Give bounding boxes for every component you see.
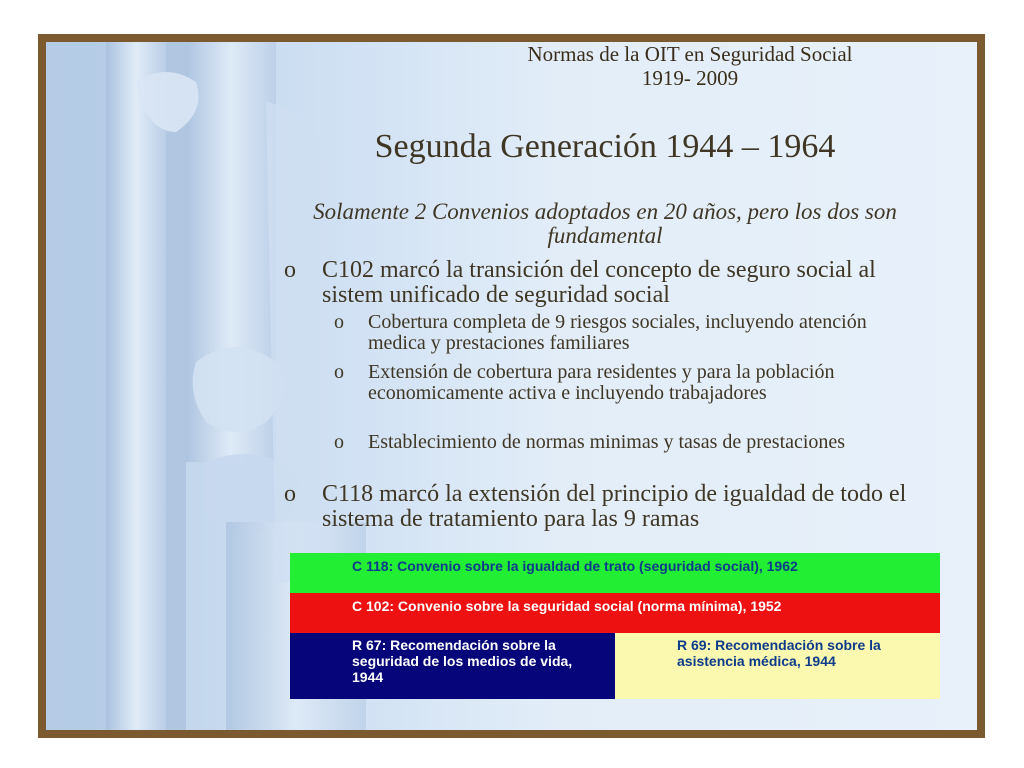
intro-text: Solamente 2 Convenios adoptados en 20 años, pero los dos son fundamental — [313, 199, 897, 248]
bullet-marker: o — [334, 311, 344, 333]
header-title: Normas de la OIT en Seguridad Social — [527, 42, 853, 66]
sub-bullet-extension — [334, 362, 894, 404]
bullet-marker: o — [334, 361, 344, 383]
box-r69-label: R 69: Recomendación sobre la asistencia médica, 1944 — [677, 637, 881, 669]
box-c102 — [290, 593, 940, 633]
bullet-marker: o — [284, 257, 296, 283]
bullet-text: Extensión de cobertura para residentes y para la población economicamente activa e incluyendo trabajadores — [368, 361, 835, 404]
bullet-c118 — [284, 482, 924, 532]
bullet-text: Establecimiento de normas minimas y tasas de prestaciones — [368, 431, 846, 453]
bullet-text: C118 marcó la extensión del principio de igualdad de todo el sistema de tratamiento para las 9 ramas — [322, 481, 907, 532]
sub-bullet-cobertura — [334, 312, 894, 354]
box-r69 — [615, 633, 940, 699]
sub-bullet-normas — [334, 432, 894, 453]
bullet-text: C102 marcó la transición del concepto de seguro social al sistem unificado de seguridad social — [322, 257, 876, 308]
bullet-c102 — [284, 258, 924, 308]
bullet-marker: o — [334, 431, 344, 453]
box-c118-label: C 118: Convenio sobre la igualdad de trato (seguridad social), 1962 — [352, 558, 798, 574]
header-years: 1919- 2009 — [641, 66, 739, 90]
box-c102-label: C 102: Convenio sobre la seguridad social (norma mínima), 1952 — [352, 598, 782, 614]
box-c118 — [290, 553, 940, 593]
slide-title: Segunda Generación 1944 – 1964 — [374, 128, 836, 165]
bullet-marker: o — [284, 481, 296, 507]
bullet-text: Cobertura completa de 9 riesgos sociales, incluyendo atención medica y prestaciones familiares — [368, 311, 867, 354]
box-r67 — [290, 633, 615, 699]
box-r67-label: R 67: Recomendación sobre la seguridad de los medios de vida, 1944 — [352, 637, 573, 685]
